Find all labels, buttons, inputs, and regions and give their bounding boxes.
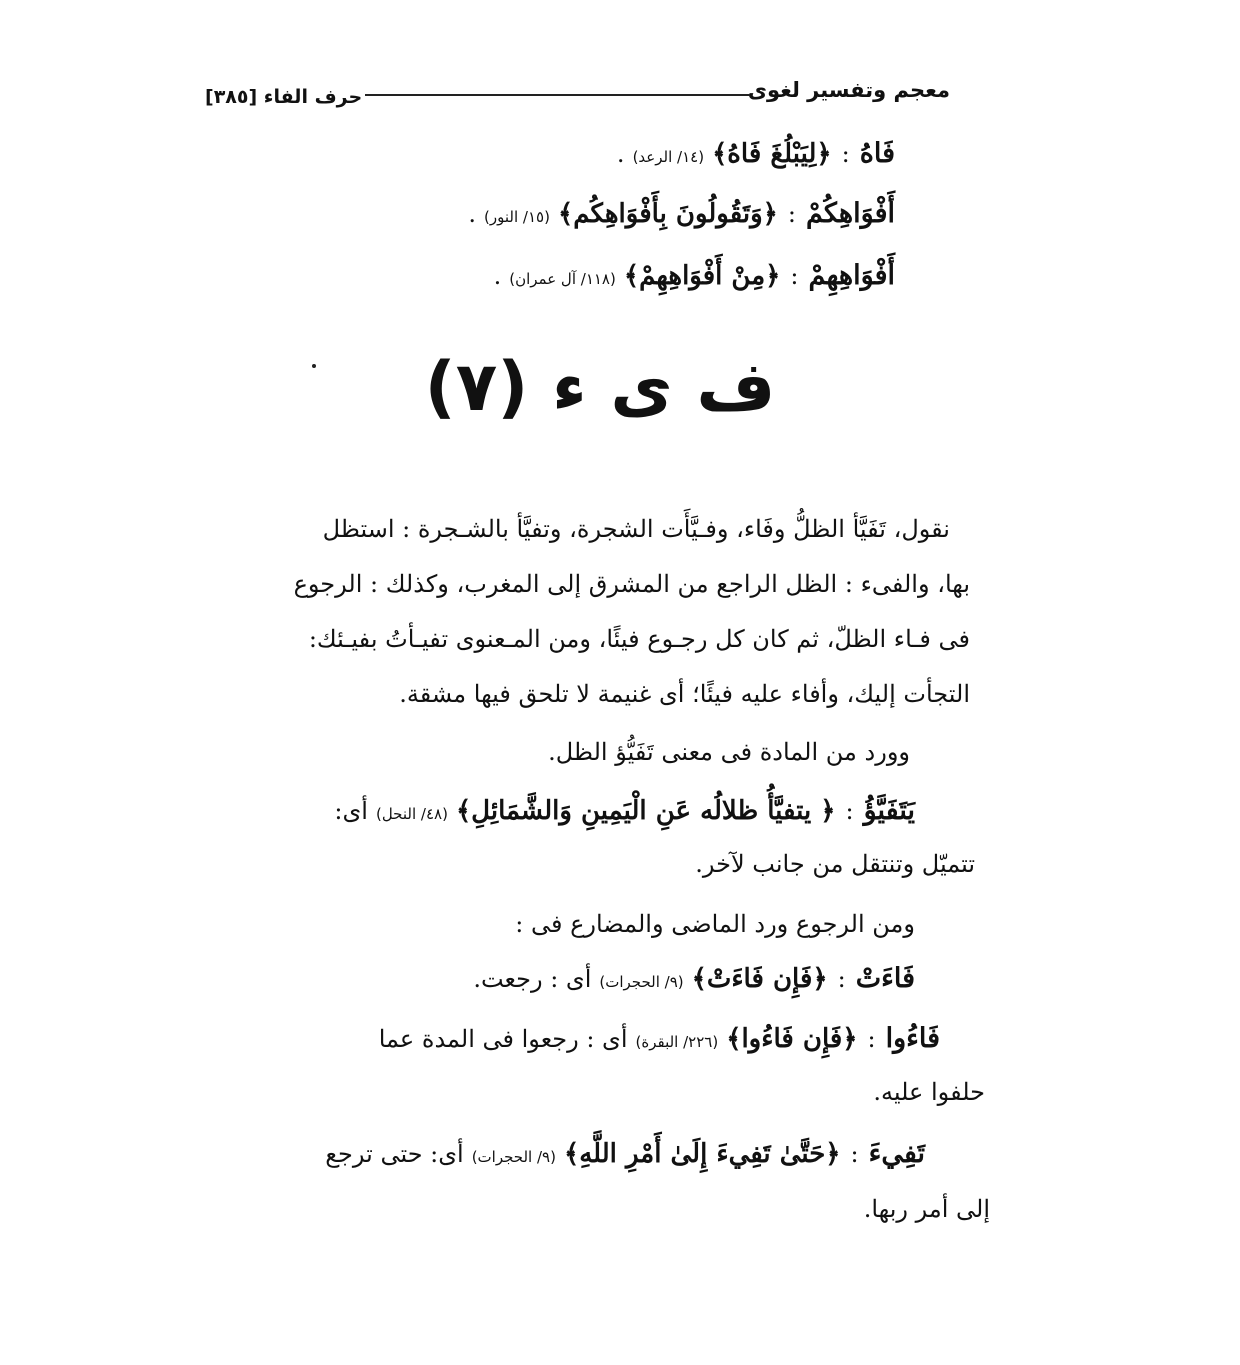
verse-reference: (٩/ الحجرات) xyxy=(471,1148,556,1166)
colon: : xyxy=(867,1025,876,1053)
entry-line: أَفْوَاهِكُمْ:﴿وَتَقُولُونَ بِأَفْوَاهِكُم﴾(١٥/ النور). xyxy=(468,198,895,229)
verse-reference: (١٤/ الرعد) xyxy=(632,148,705,166)
entry-lemma: أَفْوَاهِكُمْ xyxy=(806,198,895,229)
entry-line xyxy=(334,795,915,826)
book-title: معجم وتفسير لغوى xyxy=(747,78,950,102)
colon: : xyxy=(841,140,850,168)
gloss-continuation: تتميّل وتنتقل من جانب لآخر. xyxy=(695,850,975,878)
ink-speck xyxy=(312,364,316,368)
colon: : xyxy=(850,1140,859,1168)
gloss-continuation: إلى أمر ربها. xyxy=(863,1195,990,1223)
entry-lemma: فَاهُ xyxy=(859,138,895,169)
quran-verse: ﴿وَتَقُولُونَ بِأَفْوَاهِكُم﴾ xyxy=(557,199,778,229)
quran-verse: ﴿مِنْ أَفْوَاهِهِمْ﴾ xyxy=(623,261,781,291)
quran-verse: ﴿لِيَبْلُغَ فَاهُ﴾ xyxy=(712,139,832,169)
quran-verse: ﴿فَإِن فَاءُوا﴾ xyxy=(726,1024,858,1054)
paragraph-line: بها، والفىء : الظل الراجع من المشرق إلى المغرب، وكذلك : الرجوع xyxy=(293,570,970,598)
verse-reference: (٢٢٦/ البقرة) xyxy=(635,1033,719,1051)
entry-line xyxy=(473,963,915,994)
paragraph-line: نقول، تَفَيَّأ الظلُّ وفَاء، وفـيَّأَت الشجرة، وتفيَّأ بالشـجرة : استظل xyxy=(322,515,950,543)
colon: : xyxy=(790,262,799,290)
entry-gloss: أى: xyxy=(334,797,368,825)
paragraph-line: التجأت إليك، وأفاء عليه فيئًا؛ أى غنيمة لا تلحق فيها مشقة. xyxy=(399,680,970,708)
intro-line: وورد من المادة فى معنى تَفَيُّؤ الظل. xyxy=(548,738,910,766)
root-heading: ف ى ء (٧) xyxy=(424,348,776,427)
running-header xyxy=(205,78,950,118)
entry-gloss: أى : رجعوا فى المدة عما xyxy=(378,1025,628,1053)
entry-lemma: أَفْوَاهِهِمْ xyxy=(808,260,895,291)
entry-line xyxy=(325,1138,925,1169)
verse-reference: (٤٨/ النحل) xyxy=(375,805,448,823)
entry-lemma: يَتَفَيَّؤُ xyxy=(863,795,915,826)
entry-gloss: أى: حتى ترجع xyxy=(325,1140,464,1168)
header-rule xyxy=(365,94,750,96)
colon: : xyxy=(845,797,854,825)
verse-reference: (١١٨/ آل عمران) xyxy=(509,270,616,288)
entry-line: فَاهُ:﴿لِيَبْلُغَ فَاهُ﴾(١٤/ الرعد). xyxy=(616,138,895,169)
quran-verse: ﴿فَإِن فَاءَتْ﴾ xyxy=(691,964,828,994)
intro-line: ومن الرجوع ورد الماضى والمضارع فى : xyxy=(515,910,915,938)
section-page-label: حرف الفاء [٣٨٥] xyxy=(205,86,363,108)
gloss-continuation: حلفوا عليه. xyxy=(873,1078,985,1106)
paragraph-line: فى فـاء الظلّ، ثم كان كل رجـوع فيئًا، ومن المـعنوى تفيـأتُ بفيـئك: xyxy=(308,625,970,653)
colon: : xyxy=(787,200,797,228)
entry-line: أَفْوَاهِهِمْ:﴿مِنْ أَفْوَاهِهِمْ﴾(١١٨/ آل عمران). xyxy=(493,260,895,291)
verse-reference: (٩/ الحجرات) xyxy=(599,973,684,991)
quran-verse: ﴿ يتفيَّأُ ظلالُه عَنِ الْيَمِينِ وَالشَّمَائِلِ﴾ xyxy=(455,796,836,826)
entry-line xyxy=(379,1023,940,1054)
entry-lemma: فَاءُوا xyxy=(885,1023,940,1054)
entry-lemma: فَاءَتْ xyxy=(855,963,915,994)
quran-verse: ﴿حَتَّىٰ تَفِيءَ إِلَىٰ أَمْرِ اللَّهِ﴾ xyxy=(563,1139,841,1169)
entry-gloss: أى : رجعت. xyxy=(473,965,592,993)
verse-reference: (١٥/ النور) xyxy=(484,208,550,226)
entry-lemma: تَفِيءَ xyxy=(868,1138,925,1169)
colon: : xyxy=(837,965,846,993)
